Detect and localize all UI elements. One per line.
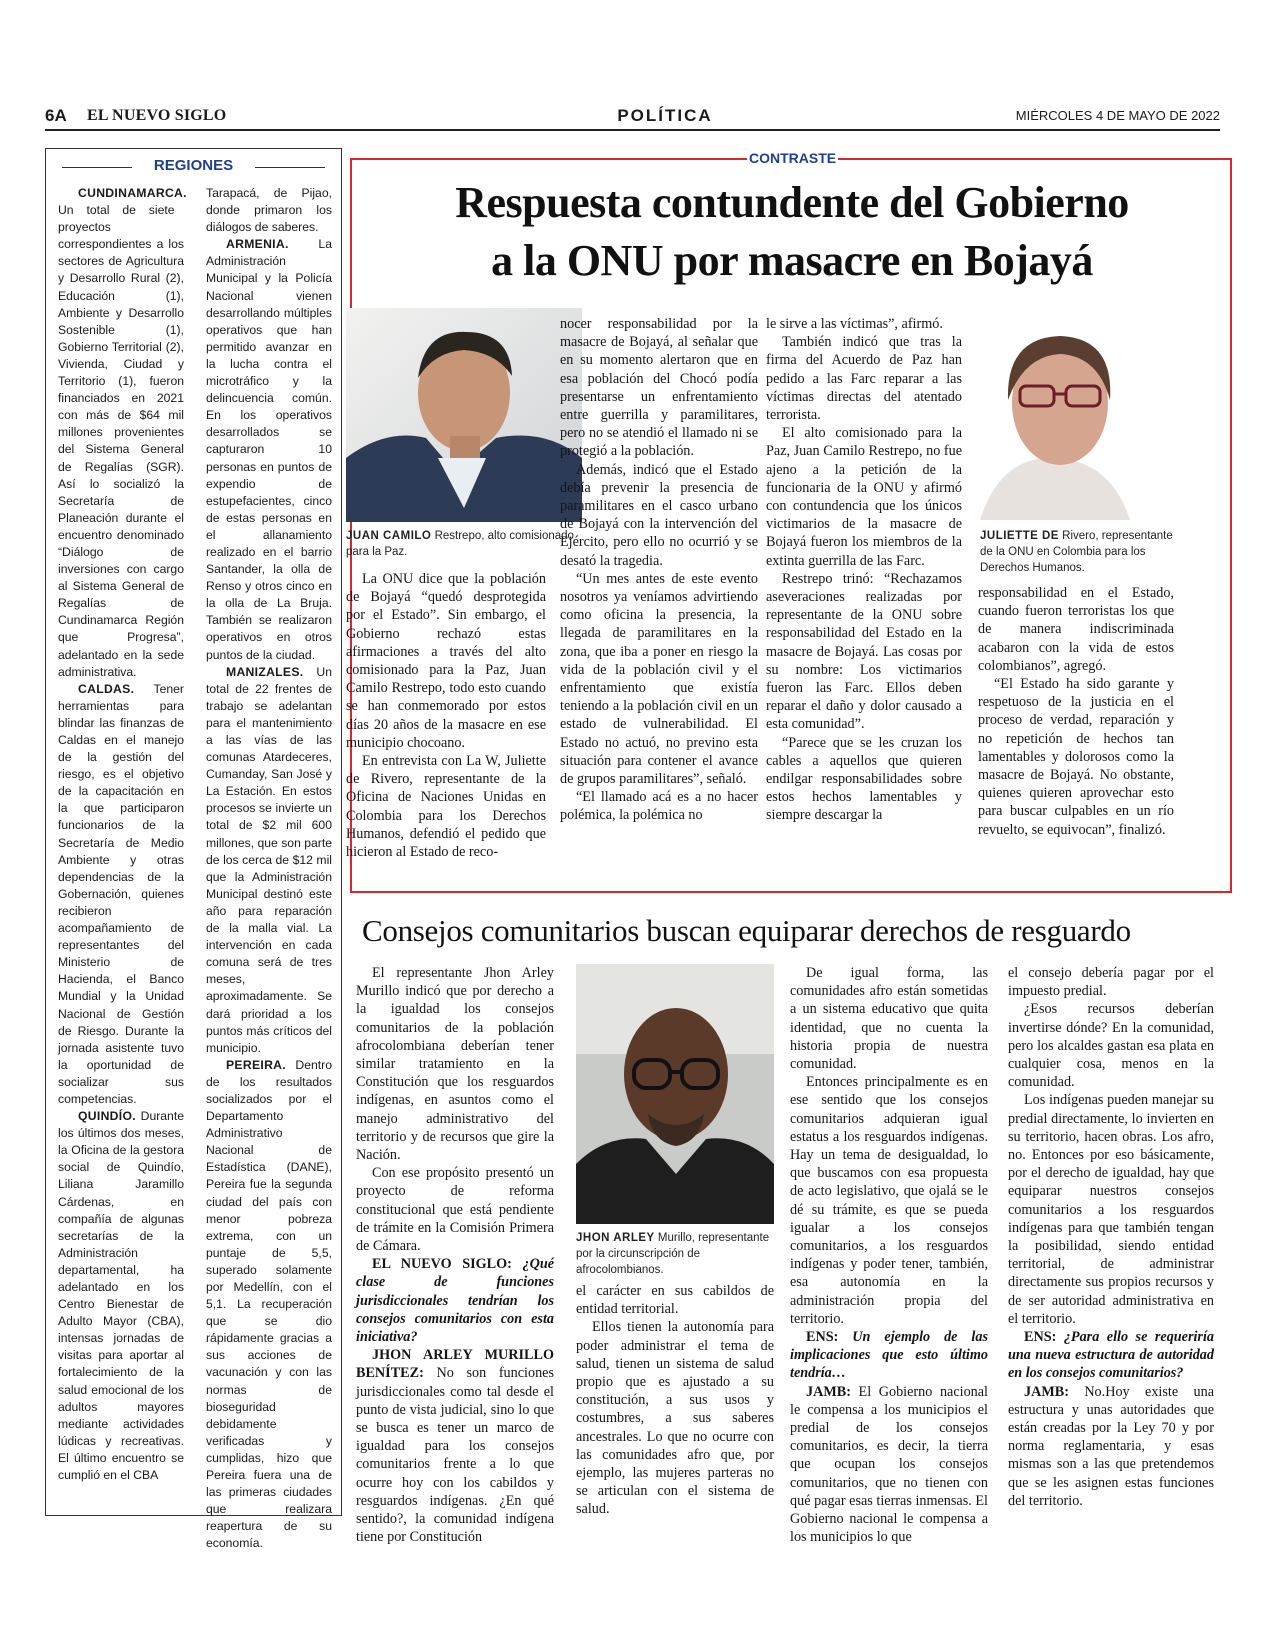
paragraph: el carácter en sus cabildos de entidad territorial.	[576, 1283, 774, 1318]
interview-question	[356, 1255, 554, 1346]
interview-answer	[356, 1346, 554, 1546]
speaker-lead: JHON ARLEY MURILLO BENÍTEZ:	[356, 1347, 554, 1382]
answer-text: El Gobierno nacional le compensa a los municipios el predial de los consejos comunitarios, es decir, la tierra que ocupan los consejos comunitarios, que no tienen con qué pagar esas tierras inmensas. El Gobierno nacional le compensa a los municipios lo que	[790, 1383, 988, 1546]
region-paragraph	[58, 681, 184, 1108]
caption-name: JUAN CAMILO	[346, 530, 432, 542]
region-lead: CUNDINAMARCA.	[78, 186, 187, 200]
region-paragraph	[206, 185, 332, 236]
caption-left	[346, 528, 582, 560]
feature-headline	[362, 174, 1222, 290]
region-text: Un total de 22 frentes de trabajo se adelantan para el mantenimiento a las vías de las comunas Atardeceres, Cumanday, San José y La Estación. En estos procesos se invierte un total de $2 mil 600 millones, que son parte de los cerca de $12 mil que la Administración Municipal destinó este año para reparación de la malla vial. La intervención en cada comuna será de tres meses, aproximadamente. Se dará prioridad a los puntos más críticos del municipio.	[206, 664, 333, 1055]
feature-column-3	[766, 315, 962, 825]
paragraph: “Un mes antes de este evento nosotros ya veníamos advirtiendo como oficina la presencia, la llegada de paramilitares en la zona, que iba a poner en riesgo la vida de la población civil y el enfrentamiento que existía teniendo a la población civil en un estado de vulnerabilidad. El Estado no actuó, no previno esta situación para contener el avance de grupos paramilitares”, señaló.	[560, 570, 758, 788]
region-paragraph	[206, 1057, 332, 1553]
region-lead: PEREIRA.	[226, 1057, 286, 1072]
paragraph: Con ese propósito presentó un proyecto de reforma constitucional que está pendiente de trámite en la Comisión Primera de Cámara.	[356, 1165, 554, 1255]
speaker-lead: JAMB:	[806, 1383, 851, 1400]
question-text: ¿Para ello se requeriría una nueva estructura de autoridad en los consejos comunitarios?	[1008, 1329, 1214, 1382]
feature-column-1	[346, 570, 546, 861]
caption-text: Murillo, representante por la circunscripción de afrocolombianos.	[576, 1232, 770, 1276]
caption-text: Restrepo, alto comisionado para la Paz.	[346, 530, 574, 558]
caption-name: JULIETTE DE	[980, 530, 1059, 542]
interview-question	[790, 1328, 988, 1383]
region-lead: CALDAS.	[78, 681, 135, 696]
paragraph: responsabilidad en el Estado, cuando fueron terroristas los que de manera indiscriminada acabaron con la vida de estos colombianos”, agregó.	[978, 585, 1174, 674]
paragraph: Entonces principalmente es en ese sentido que los consejos comunitarios adquieran igual estatus a los resguardos indígenas. Hay un tema de desigualdad, lo que buscamos con esa propuesta de acto legislativo, que ojalá se le dé su trámite, es que se pueda igualar a los consejos comunitarios, a los resguardos indígenas y poder tener, también, esa autonomía en la administración propia del territorio.	[790, 1074, 988, 1327]
region-text: Dentro de los resultados socializados por el Departamento Administrativo Nacional de Estadística (DANE), Pereira fue la segunda ciudad del país con menor pobreza extrema, con un puntaje de 5,5, superado solamente por Medellín, con el 5,1. La recuperación que se dio rápidamente gracias a sus acciones de vacunación y con las normas de bioseguridad debidamente verificadas y cumplidas, hizo que Pereira fuera una de las primeras ciudades que realizara reapertura de su economía.	[206, 1057, 332, 1551]
headline-line: Respuesta contundente del Gobierno	[455, 178, 1129, 227]
question-text: ¿Qué clase de funciones jurisdiccionales tendrían los consejos comunitarios con esta iniciativa?	[356, 1256, 555, 1346]
paragraph: Ellos tienen la autonomía para poder administrar el tema de salud, tienen un sistema de salud propio que es ajustado a su constitución, a sus usos y costumbres, a sus saberes ancestrales. Lo que no ocurre con las comunidades afro que, por ejemplo, las mujeres parteras no se articulan con el sistema de salud.	[576, 1319, 774, 1518]
region-text: Tarapacá, de Pijao, donde primaron los diálogos de saberes.	[206, 186, 332, 235]
region-paragraph	[58, 1108, 184, 1484]
speaker-lead: ENS:	[1024, 1329, 1057, 1346]
interview-question	[1008, 1328, 1214, 1383]
article2-column-4	[1008, 964, 1214, 1510]
interview-answer	[790, 1383, 988, 1547]
article2-caption	[576, 1230, 774, 1278]
kicker: CONTRASTE	[749, 150, 837, 166]
region-paragraph	[206, 664, 332, 1057]
region-lead: MANIZALES.	[226, 664, 304, 679]
region-paragraph	[58, 185, 187, 681]
speaker-lead: JAMB:	[1024, 1383, 1069, 1400]
region-text: La Administración Municipal y la Policía Nacional vienen desarrollando múltiples operativos que han permitido avanzar en la lucha contra el microtráfico y la delincuencia común. En los operativos desarrollados se capturaron 10 personas en puntos de expendio de estupefacientes, cinco de estas personas en el allanamiento realizado en el barrio Santander, la olla de Renso y otros cinco en la olla de La Bruja. También se realizaron operativos en otros puntos de la ciudad.	[206, 237, 332, 662]
caption-text: Rivero, representante de la ONU en Colombia para los Derechos Humanos.	[980, 530, 1173, 574]
region-lead: QUINDÍO.	[78, 1109, 136, 1124]
answer-text: No son funciones jurisdiccionales como tal desde el punto de vista judicial, sino lo que se busca es tener un marco de igualdad para los consejos comunitarios frente a lo que ocurre hoy con los cabildos y resguardos indígenas. ¿En qué sentido?, la comunidad indígena tiene por Constitución	[356, 1365, 554, 1546]
paragraph: La ONU dice que la población de Bojayá “quedó desprotegida por el Estado”. Sin embargo, el Gobierno rechazó estas afirmaciones a través del alto comisionado para la Paz, Juan Camilo Restrepo, todo esto cuando se han conmemorado por estos días 20 años de la masacre en ese municipio chocoano.	[346, 571, 546, 751]
speaker-lead: ENS:	[806, 1329, 839, 1346]
paragraph: el consejo debería pagar por el impuesto predial.	[1008, 965, 1214, 1000]
region-text: Durante los últimos dos meses, la Oficina de la gestora social de Quindío, Liliana Jaramillo Cárdenas, en compañía de algunas secretarías de la Administración departamental, ha adelantado en los Centro Bienestar de Adulto Mayor (CBA), intensas jornadas de visitas para aportar al fortalecimiento de la salud emocional de los adultos mayores mediante actividades lúdicas y recreativas. El último encuentro se cumplió en el CBA	[58, 1109, 184, 1483]
regions-title: REGIONES	[46, 157, 341, 174]
paragraph: El alto comisionado para la Paz, Juan Camilo Restrepo, no fue ajeno a la petición de la funcionaria de la ONU y afirmó con contundencia que los únicos victimarios de la masacre de Bojayá fueron los miembros de la extinta guerrilla de las Farc.	[766, 425, 962, 569]
article2-column-2	[576, 1282, 774, 1519]
regions-column-2	[206, 185, 332, 1553]
feature-column-2	[560, 315, 758, 825]
paragraph: le sirve a las víctimas”, afirmó.	[766, 316, 943, 332]
paragraph: “El llamado acá es a no hacer polémica, la polémica no	[560, 789, 758, 824]
regions-column-1	[58, 185, 187, 1484]
region-text: Tener herramientas para blindar las finanzas de Caldas en el manejo de la gestión del riesgo, es el objetivo de la capacitación en la que participaron funcionarios de la Secretaría de Medio Ambiente y otras dependencias de la Gobernación, quienes recibieron acompañamiento de representantes del Ministerio de Hacienda, el Banco Mundial y la Unidad Nacional de Gestión de Riesgo. Durante la jornada asistente tuvo la oportunidad de socializar sus competencias.	[58, 681, 184, 1106]
newspaper-brand: EL NUEVO SIGLO	[87, 107, 227, 124]
article2-column-3	[790, 964, 988, 1547]
paragraph: También indicó que tras la firma del Acuerdo de Paz han pedido a las Farc reparar a las víctimas directas del atentado terrorista.	[766, 334, 962, 424]
paragraph: El representante Jhon Arley Murillo indicó que por derecho a la igualdad los consejos comunitarios de la población afrocolombiana deberían tener similar tratamiento en la Constitución que los resguardos indígenas, en asuntos como el manejo administrativo del territorio y de recursos que gire la Nación.	[356, 965, 554, 1164]
region-lead: ARMENIA.	[226, 237, 289, 252]
issue-date: MIÉRCOLES 4 DE MAYO DE 2022	[1015, 108, 1220, 123]
paragraph: De igual forma, las comunidades afro están sometidas a un sistema educativo que quita identidad, que no cuenta la historia propia de nuestra comunidad.	[790, 965, 988, 1073]
feature-article	[346, 150, 1232, 893]
paragraph: “Parece que se les cruzan los cables a aquellos que quieren endilgar responsabilidades sobre estos hechos lamentables y siempre descargar la	[766, 734, 962, 824]
paragraph: Además, indicó que el Estado debía prevenir la presencia de paramilitares en el casco urbano de Bojayá con la intervención del Ejército, pero ello no ocurrió y se desató la tragedia.	[560, 461, 758, 569]
region-text: Un total de siete proyectos correspondientes a los sectores de Agricultura y Desarrollo Rural (2), Educación (1), Ambiente y Desarrollo Sostenible (1), Gobierno Territorial (2), Vivienda, Ciudad y Territorio (1), fueron financiados en 2021 con más de $64 mil millones provenientes del Sistema General de Regalías (SGR). Así lo socializó la Secretaría de Planeación durante el encuentro denominado “Diálogo de inversiones con cargo al Sistema General de Regalías de Cundinamarca Región que Progresa”, adelantado en la sede administrativa.	[58, 203, 184, 679]
speaker-lead: EL NUEVO SIGLO:	[372, 1256, 512, 1273]
article2-column-1	[356, 964, 554, 1547]
feature-column-4	[978, 584, 1174, 839]
photo-juan-camilo-restrepo	[346, 308, 582, 522]
section-title: POLÍTICA	[617, 106, 713, 125]
header-rule	[45, 129, 1220, 131]
page-header	[45, 106, 1220, 130]
photo-jhon-arley-murillo	[576, 964, 774, 1224]
paragraph: ¿Esos recursos deberían invertirse dónde? En la comunidad, pero los alcaldes gastan esa plata en cualquier cosa, menos en la comunidad.	[1008, 1001, 1214, 1091]
article2-headline: Consejos comunitarios buscan equiparar derechos de resguardo	[362, 913, 1131, 948]
paragraph: Restrepo trinó: “Rechazamos aseveraciones realizadas por representante de la ONU sobre responsabilidad del Estado en la masacre de Bojayá. Las cosas por su nombre: Los victimarios fueron las Farc. Ellos deben reparar el daño y dolor causado a esta comunidad”.	[766, 570, 962, 733]
headline-line: a la ONU por masacre en Bojayá	[491, 236, 1093, 285]
regions-sidebar	[45, 148, 342, 1551]
paragraph: nocer responsabilidad por la masacre de Bojayá, al señalar que en su momento alertaron que en esa población del Chocó podía presentarse un enfrentamiento entre guerrilla y paramilitares, pero no se atendió el llamado ni se protegió a la población.	[560, 316, 758, 460]
paragraph: Los indígenas pueden manejar su predial directamente, lo invierten en su territorio, hacen obras. Los afro, no. Entonces por eso básicamente, por el derecho de igualdad, hay que equiparar nuestros consejos comunitarios a los resguardos indígenas para que también tengan la posibilidad, siendo entidad territorial, de administrar directamente sus propios recursos y de ser autoridad administrativa en el territorio.	[1008, 1092, 1214, 1327]
paragraph: En entrevista con La W, Juliette de Rivero, representante de la Oficina de Naciones Unidas en Colombia para los Derechos Humanos, defendió el pedido que hicieron al Estado de reco-	[346, 753, 546, 861]
question-text: Un ejemplo de las implicaciones que esto último tendría…	[790, 1329, 988, 1382]
caption-right	[980, 528, 1180, 576]
interview-answer	[1008, 1383, 1214, 1510]
caption-name: JHON ARLEY	[576, 1232, 655, 1244]
page-number: 6A	[45, 106, 67, 125]
paragraph: “El Estado ha sido garante y respetuoso de la justicia en el proceso de verdad, reparación y no repetición de hechos tan lamentables y dolorosos como la masacre de Bojayá. No obstante, quienes quieren aprovechar esto para buscar culpables en un río revuelto, se equivocan”, finalizó.	[978, 676, 1174, 838]
region-paragraph	[206, 236, 332, 663]
answer-text: No.Hoy existe una estructura y unas autoridades que están creadas por la Ley 70 y por norma reglamentaria, y esas mismas son a las que pretendemos que se les asignen estas funciones del territorio.	[1008, 1383, 1214, 1509]
